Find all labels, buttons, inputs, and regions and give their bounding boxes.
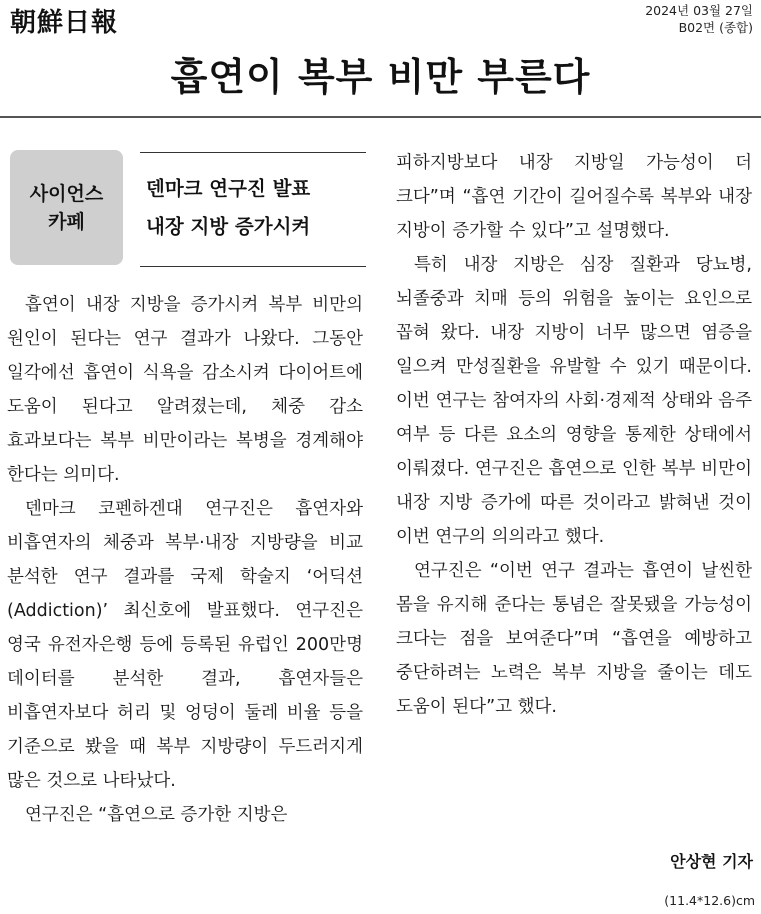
body-paragraph: 특히 내장 지방은 심장 질환과 당뇨병, 뇌졸중과 치매 등의 위험을 높이는 요인으로 꼽혀 왔다. 내장 지방이 너무 많으면 염증을 일으켜 만성질환을 유발할 수 있기 때문이다. 이번 연구는 참여자의 사회·경제적 상태와 음주 여부 등 다른 요소의 영향을 통제한 상태에서 이뤄졌다. 연구진은 흡연으로 인한 복부 비만이 내장 지방 증가에 따른 것이라고 밝혀낸 것이 이번 연구의 의의라고 했다. (396, 255, 752, 547)
article-column-left (7, 288, 363, 832)
subhead-top-rule (140, 152, 366, 153)
subhead-bottom-rule (140, 266, 366, 267)
body-paragraph: 피하지방보다 내장 지방일 가능성이 더 크다”며 “흡연 기간이 길어질수록 복부와 내장 지방이 증가할 수 있다”고 설명했다. (396, 153, 752, 241)
column-badge (10, 150, 123, 265)
clipping-size-note: (11.4*12.6)cm (664, 893, 755, 908)
subhead-line-2: 내장 지방 증가시켜 (146, 215, 311, 238)
reporter-byline: 안상현 기자 (670, 852, 753, 871)
body-paragraph: 연구진은 “흡연으로 증가한 지방은 (25, 805, 288, 825)
publication-date: 2024년 03월 27일 (645, 3, 753, 18)
publication-meta (645, 2, 753, 36)
body-paragraph: 덴마크 코펜하겐대 연구진은 흡연자와 비흡연자의 체중과 복부·내장 지방량을 비교 분석한 연구 결과를 국제 학술지 ‘어딕션(Addiction)’ 최신호에 발표했다. 연구진은 영국 유전자은행 등에 등록된 유럽인 200만명 데이터를 분석한 결과, 흡연자들은 비흡연자보다 허리 및 엉덩이 둘레 비율 등을 기준으로 봤을 때 복부 지방량이 두드러지게 많은 것으로 나타났다. (7, 499, 363, 791)
article-column-right (396, 146, 752, 724)
page-section: B02면 (종합) (678, 20, 753, 35)
article-subheadline (146, 170, 310, 246)
headline-divider (0, 116, 761, 118)
badge-line-2: 카페 (48, 210, 85, 233)
newspaper-masthead: 朝鮮日報 (10, 8, 119, 38)
subhead-line-1: 덴마크 연구진 발표 (146, 177, 311, 200)
body-paragraph: 흡연이 내장 지방을 증가시켜 복부 비만의 원인이 된다는 연구 결과가 나왔다. 그동안 일각에선 흡연이 식욕을 감소시켜 다이어트에 도움이 된다고 알려졌는데, 체중 감소 효과보다는 복부 비만이라는 복병을 경계해야 한다는 의미다. (7, 295, 363, 485)
article-headline: 흡연이 복부 비만 부른다 (170, 55, 591, 99)
body-paragraph: 연구진은 “이번 연구 결과는 흡연이 날씬한 몸을 유지해 준다는 통념은 잘못됐을 가능성이 크다는 점을 보여준다”며 “흡연을 예방하고 중단하려는 노력은 복부 지방을 줄이는 데도 도움이 된다”고 했다. (396, 561, 752, 717)
badge-line-1: 사이언스 (29, 182, 104, 205)
